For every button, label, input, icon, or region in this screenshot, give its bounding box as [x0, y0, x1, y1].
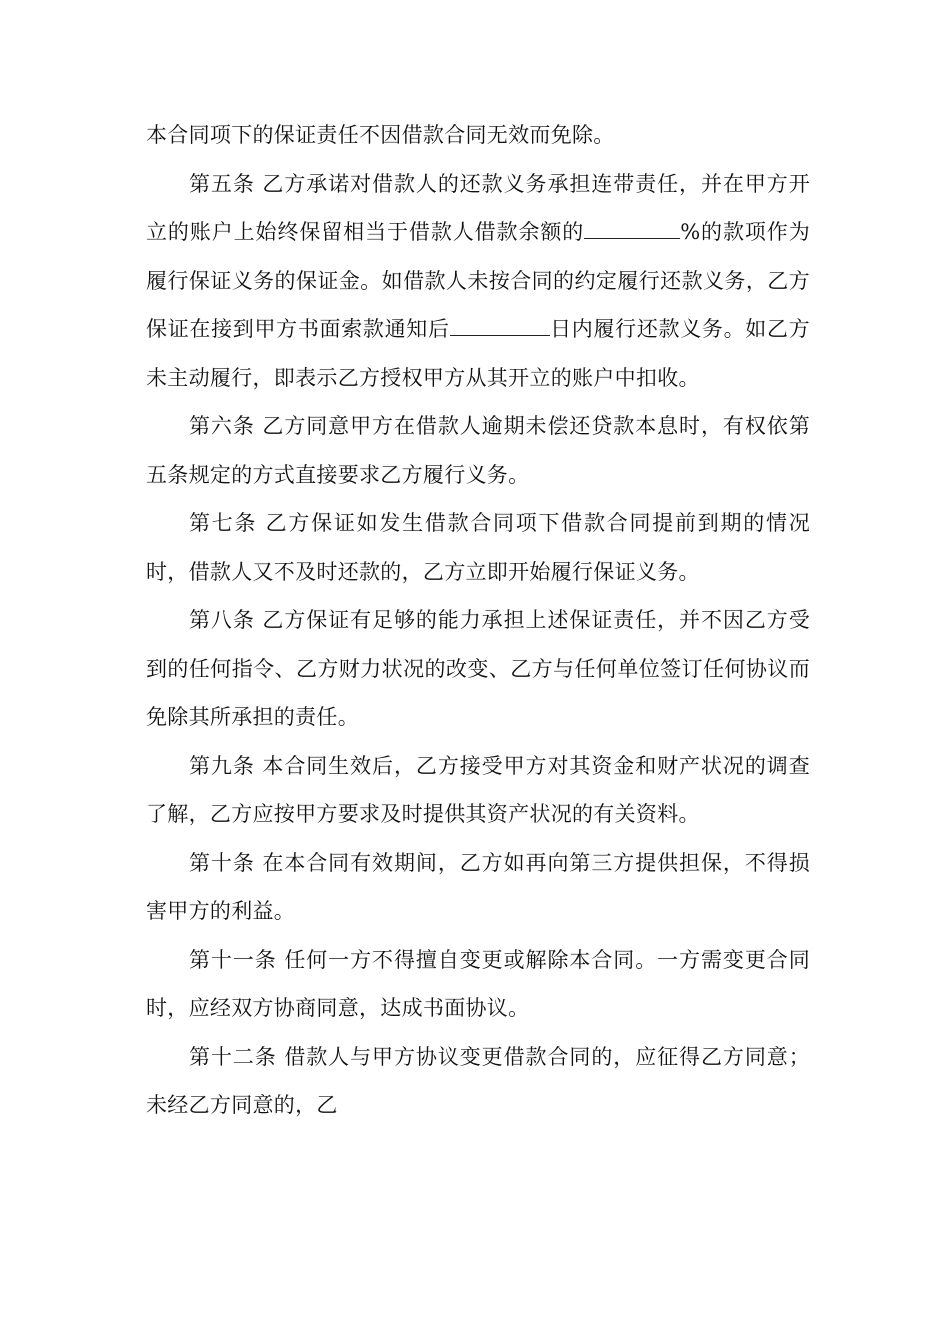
article-7: [146, 499, 810, 596]
article-10: [146, 839, 810, 936]
article-12: [146, 1033, 810, 1130]
fill-in-blank-days: [450, 317, 550, 336]
article-10-text: 第十条 在本合同有效期间，乙方如再向第三方提供担保，不得损害甲方的利益。: [146, 850, 810, 923]
article-8-text: 第八条 乙方保证有足够的能力承担上述保证责任，并不因乙方受到的任何指令、乙方财力状况的改变、乙方与任何单位签订任何协议而免除其所承担的责任。: [146, 608, 810, 729]
paragraph-text: 本合同项下的保证责任不因借款合同无效而免除。: [146, 123, 615, 147]
article-7-text: 第七条 乙方保证如发生借款合同项下借款合同提前到期的情况时，借款人又不及时还款的，乙方立即开始履行保证义务。: [146, 511, 810, 584]
article-8: [146, 596, 810, 742]
article-9: [146, 742, 810, 839]
article-6: [146, 402, 810, 499]
contract-body: [146, 111, 810, 1130]
paragraph-continuation: [146, 111, 810, 160]
article-5-text-b: %的款项作为履行保证义务的保证金。如借款人未按合同的约定履行还款义务，乙方保证在接到甲方书面索款通知后: [146, 220, 810, 341]
article-5-text-c: 日内履行还款义务。如乙方未主动履行，即表示乙方授权甲方从其开立的账户中扣收。: [146, 317, 810, 390]
article-9-text: 第九条 本合同生效后，乙方接受甲方对其资金和财产状况的调查了解，乙方应按甲方要求及时提供其资产状况的有关资料。: [146, 753, 810, 826]
article-5: [146, 160, 810, 403]
fill-in-blank-percentage: [584, 220, 680, 239]
article-11-text: 第十一条 任何一方不得擅自变更或解除本合同。一方需变更合同时，应经双方协商同意，达成书面协议。: [146, 947, 810, 1020]
article-5-text-a: 第五条 乙方承诺对借款人的还款义务承担连带责任，并在甲方开立的账户上始终保留相当于借款人借款余额的: [146, 171, 810, 244]
article-11: [146, 936, 810, 1033]
article-12-text: 第十二条 借款人与甲方协议变更借款合同的，应征得乙方同意；未经乙方同意的，乙: [146, 1044, 810, 1117]
article-6-text: 第六条 乙方同意甲方在借款人逾期未偿还贷款本息时，有权依第五条规定的方式直接要求乙方履行义务。: [146, 414, 810, 487]
